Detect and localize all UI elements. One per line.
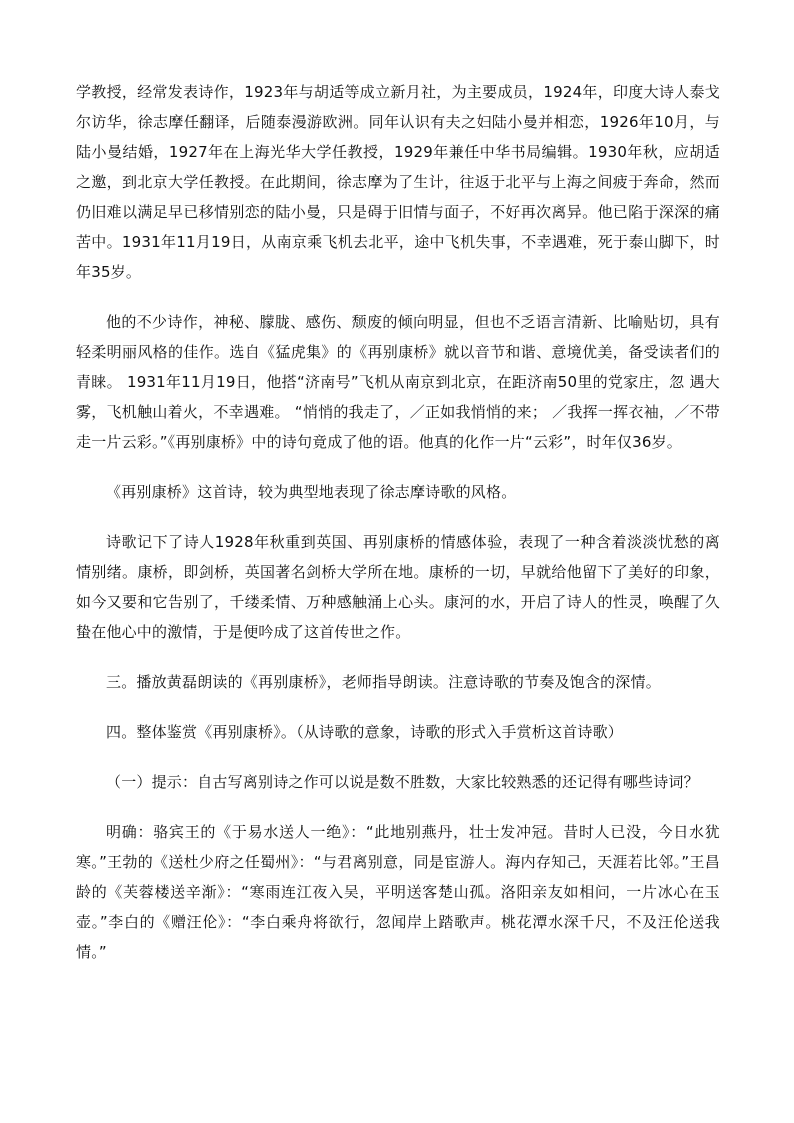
section-four-heading: 四。整体鉴赏《再别康桥》。（从诗歌的意象，诗歌的形式入手赏析这首诗歌） <box>106 723 624 741</box>
document-body <box>76 77 720 967</box>
paragraph-gap <box>76 287 720 307</box>
prompt-paragraph: （一）提示：自古写离别诗之作可以说是数不胜数，大家比较熟悉的还记得有哪些诗词？ <box>106 773 699 791</box>
poetry-style-paragraph: 他的不少诗作，神秘、朦胧、感伤、颓废的倾向明显，但也不乏语言清新、比喻贴切，具有轻柔明丽风格的佳作。选自《猛虎集》的《再别康桥》就以音节和谐、意境优美，备受读者们的青睐。 1931年11月19日，他搭“济南号”飞机从南京到北京，在距济南50里的党家庄，忽 遇大雾，飞机触山着火，不幸遇难。 “悄悄的我走了，／正如我悄悄的来； ／我挥一挥衣袖，／不带走一片云彩。”《再别康桥》中的诗句竟成了他的语。他真的化作一片“云彩”，时年仅36岁。 <box>76 313 720 451</box>
paragraph-gap <box>76 647 720 667</box>
paragraph-gap <box>76 797 720 817</box>
paragraph-gap <box>76 457 720 477</box>
paragraph-gap <box>76 747 720 767</box>
answer-paragraph: 明确：骆宾王的《于易水送人一绝》：“此地别燕丹，壮士发冲冠。昔时人已没，今日水犹寒。”王勃的《送杜少府之任蜀州》：“与君离别意，同是宦游人。海内存知己，天涯若比邻。”王昌龄的《芙蓉楼送辛渐》：“寒雨连江夜入吴，平明送客楚山孤。洛阳亲友如相问，一片冰心在玉壶。”李白的《赠汪伦》：“李白乘舟将欲行，忽闻岸上踏歌声。桃花潭水深千尺，不及汪伦送我情。” <box>76 823 720 961</box>
section-three-heading: 三。播放黄磊朗读的《再别康桥》，老师指导朗读。注意诗歌的节奏及饱含的深情。 <box>106 673 661 691</box>
paragraph-gap <box>76 507 720 527</box>
poem-style-summary: 《再别康桥》这首诗，较为典型地表现了徐志摩诗歌的风格。 <box>106 483 517 501</box>
poem-background-paragraph: 诗歌记下了诗人1928年秋重到英国、再别康桥的情感体验，表现了一种含着淡淡忧愁的离情别绪。康桥，即剑桥，英国著名剑桥大学所在地。康桥的一切，早就给他留下了美好的印象，如今又要和它告别了，千缕柔情、万种感触涌上心头。康河的水，开启了诗人的性灵，唤醒了久蛰在他心中的激情，于是便吟成了这首传世之作。 <box>76 533 720 641</box>
biography-paragraph: 学教授，经常发表诗作，1923年与胡适等成立新月社，为主要成员，1924年，印度大诗人泰戈尔访华，徐志摩任翻译，后随泰漫游欧洲。同年认识有夫之妇陆小曼并相恋，1926年10月，与陆小曼结婚，1927年在上海光华大学任教授，1929年兼任中华书局编辑。1930年秋，应胡适之邀，到北京大学任教授。在此期间，徐志摩为了生计，往返于北平与上海之间疲于奔命，然而仍旧难以满足早已移情别恋的陆小曼，只是碍于旧情与面子，不好再次离异。他已陷于深深的痛苦中。1931年11月19日，从南京乘飞机去北平，途中飞机失事，不幸遇难，死于泰山脚下，时年35岁。 <box>76 83 720 281</box>
paragraph-gap <box>76 697 720 717</box>
